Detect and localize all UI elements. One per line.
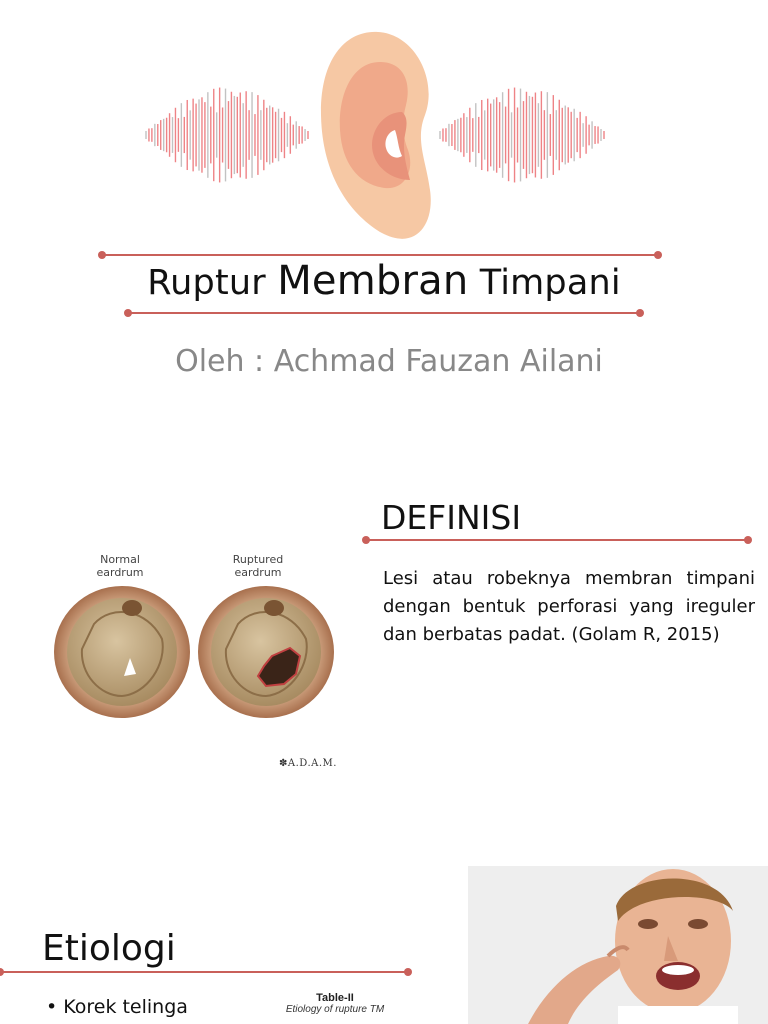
normal-eardrum-drawing	[54, 586, 190, 718]
etiologi-rule	[0, 971, 408, 973]
ear-with-sound-waves-illustration	[140, 20, 610, 250]
title-top-rule	[102, 254, 658, 256]
list-item: • Korek telinga	[46, 996, 188, 1018]
adam-credit-logo: ✽A.D.A.M.	[279, 758, 337, 769]
sound-wave-icon-right	[440, 88, 604, 183]
definisi-text: Lesi atau robeknya membran timpani dengan bentuk perforasi yang ireguler dan berbatas padat. (Golam R, 2015)	[383, 568, 755, 645]
eardrum-drawings	[52, 584, 352, 734]
definisi-rule	[366, 539, 748, 541]
title-bottom-rule	[128, 312, 640, 314]
etiologi-heading: Etiologi	[42, 928, 176, 969]
title-word-membran: Membran	[277, 258, 469, 304]
ear-icon	[321, 32, 431, 239]
table-subtitle: Etiology of rupture TM	[285, 1004, 385, 1015]
page-title	[0, 258, 768, 304]
title-word-timpani: Timpani	[479, 263, 621, 303]
table-caption	[280, 992, 390, 1015]
ruptured-eardrum-drawing	[198, 586, 334, 718]
eardrum-comparison-illustration	[52, 548, 352, 778]
sound-wave-icon-left	[146, 88, 308, 183]
normal-eardrum-label: Normal eardrum	[96, 553, 144, 579]
table-title: Table-II	[316, 992, 354, 1004]
man-picking-ear-photo	[468, 866, 768, 1024]
author-subtitle: Oleh : Achmad Fauzan Ailani	[175, 344, 603, 379]
ruptured-eardrum-label: Ruptured eardrum	[232, 553, 284, 579]
definisi-heading: DEFINISI	[381, 498, 522, 537]
etiologi-list	[46, 996, 188, 1018]
title-word-ruptur: Ruptur	[147, 263, 266, 303]
